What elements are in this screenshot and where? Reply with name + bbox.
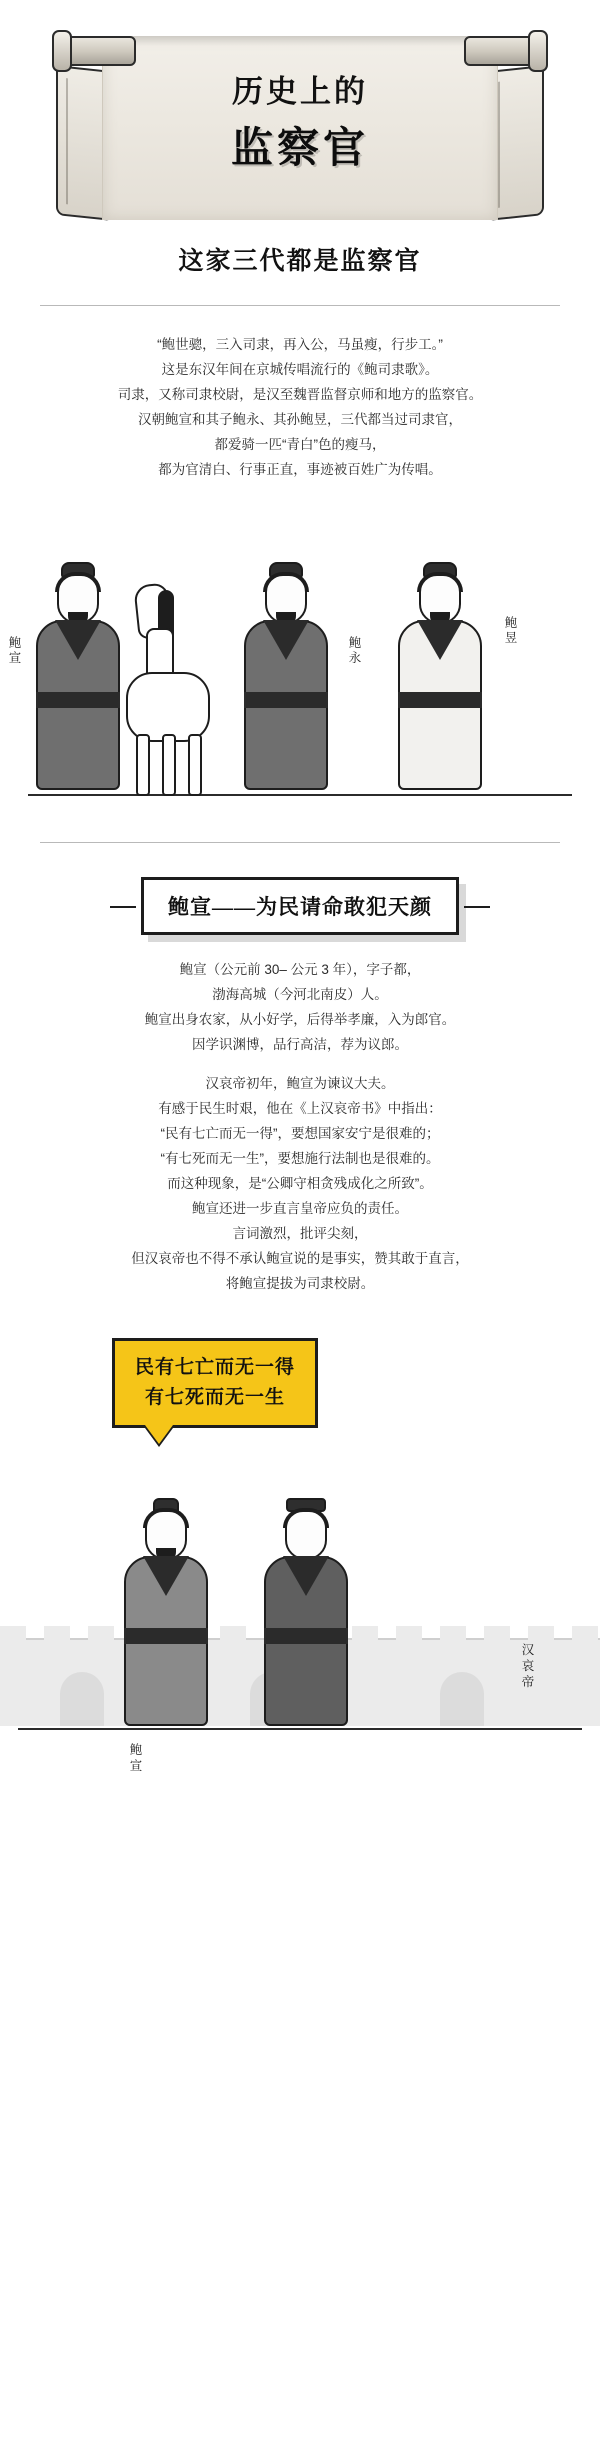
figure-bao-yu [392, 562, 488, 794]
horse-leg [136, 734, 150, 796]
label-bao-yu: 鲍昱 [504, 616, 518, 645]
figure-bao-xuan-2 [118, 1498, 214, 1730]
intro-line: 都爱骑一匹“青白”色的瘦马， [214, 437, 386, 452]
intro-line: 司隶，又称司隶校尉，是汉至魏晋监督京师和地方的监察官。 [117, 387, 483, 402]
label-han-ai-di: 汉哀帝 [521, 1643, 535, 1689]
body-line: 鲍宣还进一步直言皇帝应负的责任。 [192, 1201, 408, 1216]
sash-shape [398, 692, 482, 708]
head-shape [285, 1510, 327, 1560]
banner-scroll [0, 0, 600, 235]
quote-callout-wrap [0, 1332, 600, 1442]
person-drawing [118, 1498, 214, 1730]
quote-callout [112, 1338, 318, 1428]
page-subtitle: 这家三代都是监察官 [178, 248, 422, 275]
body-line: 言词激烈，批评尖刻， [232, 1226, 368, 1241]
body-line: 因学识渊博，品行高洁，荐为议郎。 [192, 1037, 408, 1052]
intro-line: “鲍世骢，三入司隶，再入公，马虽瘦，行步工。” [157, 337, 443, 352]
section-body [40, 957, 560, 1296]
body-line: 汉哀帝初年，鲍宣为谏议大夫。 [205, 1076, 395, 1091]
sash-shape [244, 692, 328, 708]
body-line: 但汉哀帝也不得不承认鲍宣说的是事实，赞其敢于直言， [131, 1251, 469, 1266]
callout-line1: 民有七亡而无一得 [135, 1357, 296, 1378]
sash-shape [36, 692, 120, 708]
person-drawing [392, 562, 488, 794]
body-line: 将鲍宣提拔为司隶校尉。 [225, 1276, 375, 1291]
body-line: “民有七亡而无一得”，要想国家安宁是很难的； [160, 1126, 440, 1141]
sash-shape [124, 1628, 208, 1644]
illustration-bao-xuan-and-emperor [0, 1448, 600, 1778]
scroll-graphic [50, 28, 550, 220]
horse-body [126, 672, 210, 742]
body-line: “有七死而无一生”，要想施行法制也是很难的。 [160, 1151, 440, 1166]
intro-paragraph [40, 332, 560, 482]
intro-line: 这是东汉年间在京城传唱流行的《鲍司隶歌》。 [161, 362, 439, 377]
ground-line [28, 794, 572, 796]
horse-leg [162, 734, 176, 796]
label-bao-xuan-2: 鲍宣 [129, 1743, 143, 1773]
banner-title-line2: 监察官 [230, 126, 369, 172]
body-line: 鲍宣出身农家，从小好学，后得举孝廉，入为郎官。 [144, 1012, 456, 1027]
person-drawing [238, 562, 334, 794]
footer-space [0, 1778, 600, 1806]
intro-line: 汉朝鲍宣和其子鲍永、其孙鲍昱，三代都当过司隶官， [138, 412, 462, 427]
divider-middle [40, 842, 560, 843]
horse-leg [188, 734, 202, 796]
body-line: 而这种现象，是“公卿守相贪残成化之所致”。 [167, 1176, 433, 1191]
section-heading-wrap [0, 877, 600, 935]
person-drawing [258, 1498, 354, 1730]
label-bao-yong: 鲍永 [348, 636, 362, 665]
label-bao-xuan: 鲍宣 [8, 636, 22, 665]
body-line: 鲍宣（公元前 30– 公元 3 年），字子都， [179, 962, 421, 977]
body-line: 有感于民生时艰，他在《上汉哀帝书》中指出： [158, 1101, 442, 1116]
figure-han-ai-di [258, 1498, 354, 1730]
illustration-three-generations [0, 524, 600, 814]
section-heading: 鲍宣——为民请命敢犯天颜 [141, 877, 459, 935]
wall-gate [440, 1672, 484, 1726]
sash-shape [264, 1628, 348, 1644]
intro-line: 都为官清白、行事正直，事迹被百姓广为传唱。 [158, 462, 442, 477]
figure-bao-yong [238, 562, 334, 794]
banner-title-line1: 历史上的 [232, 74, 368, 109]
body-line: 渤海高城（今河北南皮）人。 [212, 987, 388, 1002]
divider-top [40, 305, 560, 306]
wall-gate [60, 1672, 104, 1726]
banner-title [50, 28, 550, 175]
paragraph-gap [40, 1057, 560, 1071]
figure-horse [112, 584, 222, 794]
callout-line2: 有七死而无一生 [145, 1387, 286, 1408]
callout-tail [145, 1425, 173, 1444]
